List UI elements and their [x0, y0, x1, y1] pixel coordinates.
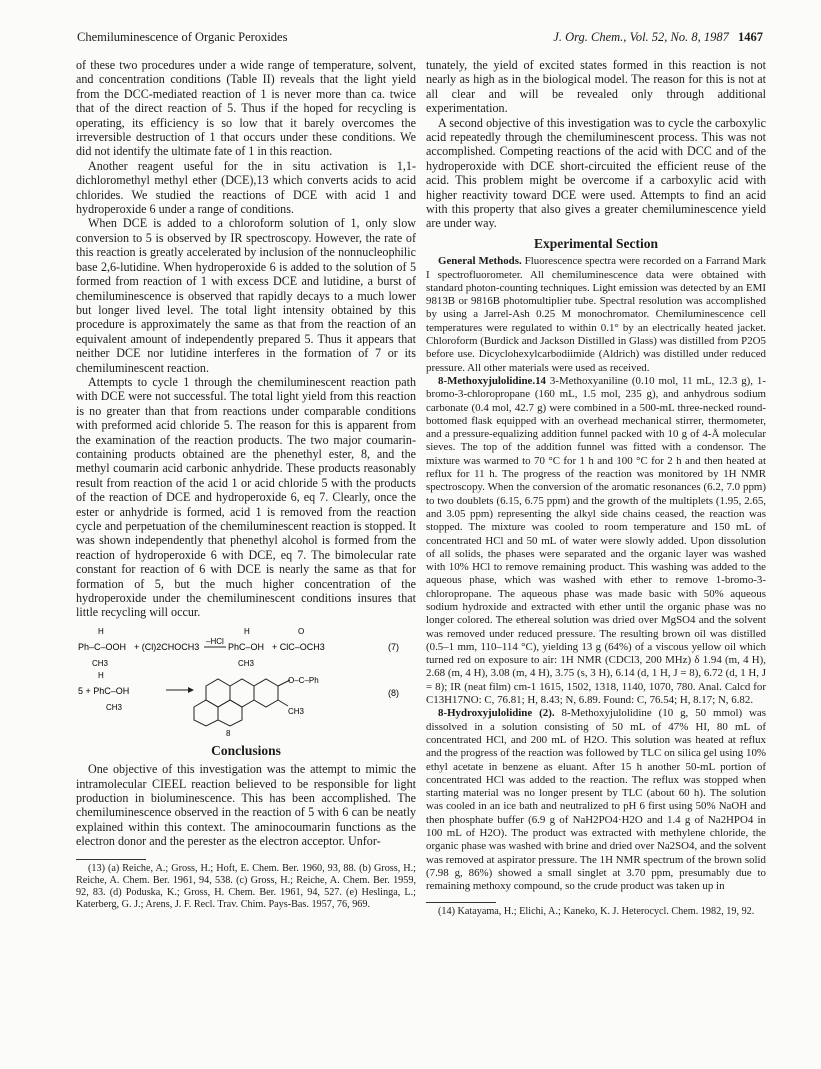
eq7-reactant2: + (Cl)2CHOCH3 — [134, 641, 200, 652]
paragraph: When DCE is added to a chloroform solution of 1, only slow conversion to 5 is observed by IR spectroscopy. However, the rate of this reaction is greatly accelerated by inclusion of the nonnucleophilic base 2,6-lutidine. When hydroperoxide 6 is added to the solution of 5 formed from reaction of 1 with excess DCE and lutidine, a burst of chemiluminescence is observed that rapidly decays to a much lower but longer lived level. The total light intensity obtained by this procedure is approximately the same as that from the reaction of an equivalent amount of independently prepared 5. Thus it appears that neither DCE nor lutidine interferes in the formation of 7 or its chemiluminescent reaction. — [76, 216, 416, 375]
eq8-ch3-label: CH3 — [288, 706, 305, 716]
equation-8 — [76, 670, 416, 738]
footnote-14: (14) Katayama, H.; Elichi, A.; Kaneko, K. J. Heterocycl. Chem. 1982, 19, 92. — [438, 905, 755, 917]
eq7-arrow-label: –HCl — [206, 636, 224, 646]
footnote-13: (13) (a) Reiche, A.; Gross, H.; Hoft, E. Chem. Ber. 1960, 93, 88. (b) Gross, H.; Reiche, A. Chem. Ber. 1961, 94, 538. (c) Gross, H.; Reiche, A. Chem. Ber. 1959, 92, 83. (d) Poduska, K.; Gross, H. Chem. Ber. 1961, 94, 527. (e) Heslinga, L.; Katerberg, G. J.; Arens, J. F. Recl. Trav. Chim. Pays-Bas. 1957, 76, 969. — [76, 862, 416, 910]
eq8-number: (8) — [388, 687, 399, 698]
eq8-h-label: H — [98, 670, 104, 680]
subhead: General Methods. — [438, 255, 522, 268]
page-number: 1467 — [738, 30, 763, 44]
section-heading-conclusions: Conclusions — [211, 742, 281, 758]
eq7-number: (7) — [388, 641, 399, 652]
subhead: 8-Hydroxyjulolidine (2). — [438, 707, 555, 720]
footnote-rule — [426, 902, 496, 903]
eq8-ch3-label: CH3 — [106, 702, 123, 712]
journal-name: J. Org. Chem., — [553, 30, 627, 44]
footnote-rule — [76, 859, 146, 860]
subhead: 8-Methoxyjulolidine.14 — [438, 374, 546, 387]
eq7-ch3-label: CH3 — [238, 658, 255, 668]
text: 8-Methoxyjulolidine (10 g, 50 mmol) was dissolved in a solution consisting of 50 mL of 47% HI, 80 mL of concentrated HCl, and 200 mL of H2O. This solution was heated at reflux and the progress of the reaction was followed by TLC on silica gel using 10% ethyl acetate in benzene as eluant. After 15 h another 50-mL portion of concentrated HCl was added to the reaction. The reflux was stopped when starting material was no longer present by TLC (about 60 h). The solution was cooled in an ice bath and neutralized to pH 6 first using 50% NaOH and then phosphate buffer (6.9 g of NaH2PO4·H2O and 1.4 g of Na2HPO4 in 100 mL of H2O). The product was extracted with methylene chloride, the organic phase was washed with brine and dried over Na2SO4, and the solvent was removed at aspirator pressure. The 1H NMR spectrum of the brown solid (7.98 g, 86%) showed a small singlet at 3.70 ppm, presumably due to remaining methoxy compound, so the crude product was taken up in — [426, 707, 766, 893]
text: Fluorescence spectra were recorded on a Farrand Mark I spectrofluorometer. All chemiluminescence data were obtained with standard photon-counting techniques. Light emission was detected by an EMI 9813B or 9816B photomultiplier tube. Spectral resolution was accomplished by using a Jarrel-Ash 0.25 M monochromator. Chemiluminescence cell temperatures were regulated to within 0.1° by an electrically heated jacket. Chloroform (Burdick and Jackson Distilled in Glass) was distilled from P2O5 before use. Dicyclohexylcarbodiimide (Aldrich) was distilled under reduced pressure. All other materials were used as received. — [426, 255, 767, 374]
paragraph-general-methods — [426, 255, 766, 375]
text: 3-Methoxyaniline (0.10 mol, 11 mL, 12.3 g), 1-bromo-3-chloropropane (160 mL, 1.5 mol, 235 g), and anhydrous sodium carbonate (0.4 mol, 42.7 g) were combined in a 500-mL three-necked round-bottomed flask equipped with an overhead mechanical stirrer, thermometer, and a pressure-equalizing addition funnel packed with 10 g of 4-Å molecular sieves. The top of the addition funnel was fitted with a condensor. The mixture was warmed to 70 °C for 1 h and 100 °C for 2 h and then heated at reflux for 11 h. The progress of the reaction was monitored by 1H NMR spectroscopy. When the conversion of the aromatic resonances (6.2, 7.0 ppm) to two doublets (6.15, 6.75 ppm) and the growth of the multiplets (1.95, 2.65, and 3.05 ppm) representing the alkyl side chains ceased, the reaction was stopped. The mixture was cooled to room temperature and 150 mL of concentrated HCl and 50 mL of water were slowly added. Upon dissolution of all solids, the phases were separated and the organic layer was washed with 10% HCl to remove remaining product. This washing was added to the aqueous phase, which was washed with ether to remove 1-bromo-3-chloropropane. The aqueous phase was made basic with 50% aqueous sodium hydroxide and extracted with ether until the organic phase was no longer colored. The ethereal solution was dried over MgSO4 and the solvent was removed under reduced pressure. The resulting brown oil was distilled (0.5–1 mm, 110–114 °C), yielding 13 g (64%) of a viscous yellow oil which turned red on exposure to air: 1H NMR (CDCl3, 200 MHz) δ 1.94 (m, 4 H), 2.68 (m, 4 H), 3.08 (m, 4 H), 3.75 (s, 3 H), 6.14 (d, 1 H, J = 8), 6.72 (d, 1 H, J = 8); IR (neat film) cm-1 1615, 1502, 1318, 1140, 1070, 780. Anal. Calcd for C13H17NO: C, 76.81; H, 8.43; N, 6.89. Found: C, 76.54; H, 8.17; N, 6.82. — [426, 374, 766, 707]
left-column — [76, 58, 416, 911]
section-heading-experimental: Experimental Section — [533, 235, 659, 251]
eq7-product2: + ClC–OCH3 — [272, 641, 325, 652]
equation-8-structure — [76, 670, 416, 738]
paragraph: A second objective of this investigation was to cycle the carboxylic acid repeatedly through the chemiluminescent process. This was not accomplished. Competing reactions of the acid with DCC and of the hydroperoxide with DCE short-circuited the efficient reuse of the acid. This problem might be overcome if a carboxylic acid with higher reactivity toward DCE were used. Attempts to find an acid with this property that also gives a greater chemiluminescence yield are under way. — [426, 115, 766, 231]
paragraph-hydroxyjulolidine — [426, 707, 766, 893]
eq7-h-label: H — [98, 626, 104, 636]
eq7-product1: PhC–OH — [228, 641, 265, 652]
right-column — [426, 58, 766, 918]
journal-citation — [553, 30, 763, 45]
eq8-arrowhead — [188, 687, 194, 693]
journal-volume: Vol. 52, No. 8, 1987 — [629, 30, 729, 44]
equation-7 — [76, 626, 416, 670]
eq7-ch3-label: CH3 — [92, 658, 109, 668]
eq8-left: 5 + PhC–OH — [78, 685, 130, 696]
eq7-reactant1: Ph–C–OOH — [78, 641, 127, 652]
eq8-compound-label: 8 — [226, 728, 231, 738]
equation-7-structure — [76, 626, 416, 670]
paragraph: Attempts to cycle 1 through the chemiluminescent reaction path with DCE were not successful. The total light yield from this reaction is no greater than that from reactions under comparable conditions with preformed acid chloride 5. The reason for this is apparent from the examination of the reaction products. The two major coumarin-containing products obtained are the phenethyl ester, 8, and the methyl coumarin acid carbonic anhydride. These products reasonably result from reaction of the acid 1 or acid chloride 5 with the products of the reaction of DCE and hydroperoxide 6, eq 7. Clearly, once the ester or anhydride is formed, acid 1 is removed from the reaction cycle and perpetuation of the chemiluminescent reaction is stopped. It was shown independently that phenethyl alcohol is formed from the reaction of hydroperoxide 6 with DCE, eq 7. The bimolecular rate constant for reaction of 6 with DCE is nearly the same as that for formation of 5, but the much higher concentration of the hydroperoxide under the chemiluminescent conditions insures that little recycling will occur. — [76, 374, 416, 620]
eq7-h-label: H — [244, 626, 250, 636]
coumarin-ring-structure — [194, 679, 290, 726]
paragraph: of these two procedures under a wide range of temperature, solvent, and concentration conditions (Table II) reveals that the light yield from the DCC-mediated reaction of 1 is never more than ca. twice that of the direct reaction of 5. Thus if the hoped for recycling is operating, its efficiency is so low that it barely overcomes the irreversible destruction of 1 that occurs under these conditions. We did not identify the ultimate fate of 1 in this reaction. — [76, 58, 416, 159]
eq7-o-label: O — [298, 626, 305, 636]
paragraph-methoxyjulolidine — [426, 375, 766, 707]
running-header: Chemiluminescence of Organic Peroxides — [77, 30, 288, 44]
paragraph: Another reagent useful for the in situ activation is 1,1-dichloromethyl methyl ether (DCE),13 which converts acids to acid chlorides. We studied the reactions of DCE with acid 1 and hydroperoxide 6 under a range of conditions. — [76, 158, 416, 217]
paragraph: One objective of this investigation was the attempt to mimic the intramolecular CIEEL reaction believed to be responsible for light production in bioluminescence. This has been accomplished. The chemiluminescence observed in the reaction of 5 with 6 can be neatly explained within this context. The aminocoumarin functions as the electron donor and the perester as the electron acceptor. Unfor- — [76, 762, 416, 849]
eq8-substituent: O–C–Ph — [288, 675, 319, 685]
paragraph: tunately, the yield of excited states formed in this reaction is not nearly as high as in the biological model. The reason for this is not at all clear and will be revealed only through additional experimentation. — [426, 58, 766, 116]
